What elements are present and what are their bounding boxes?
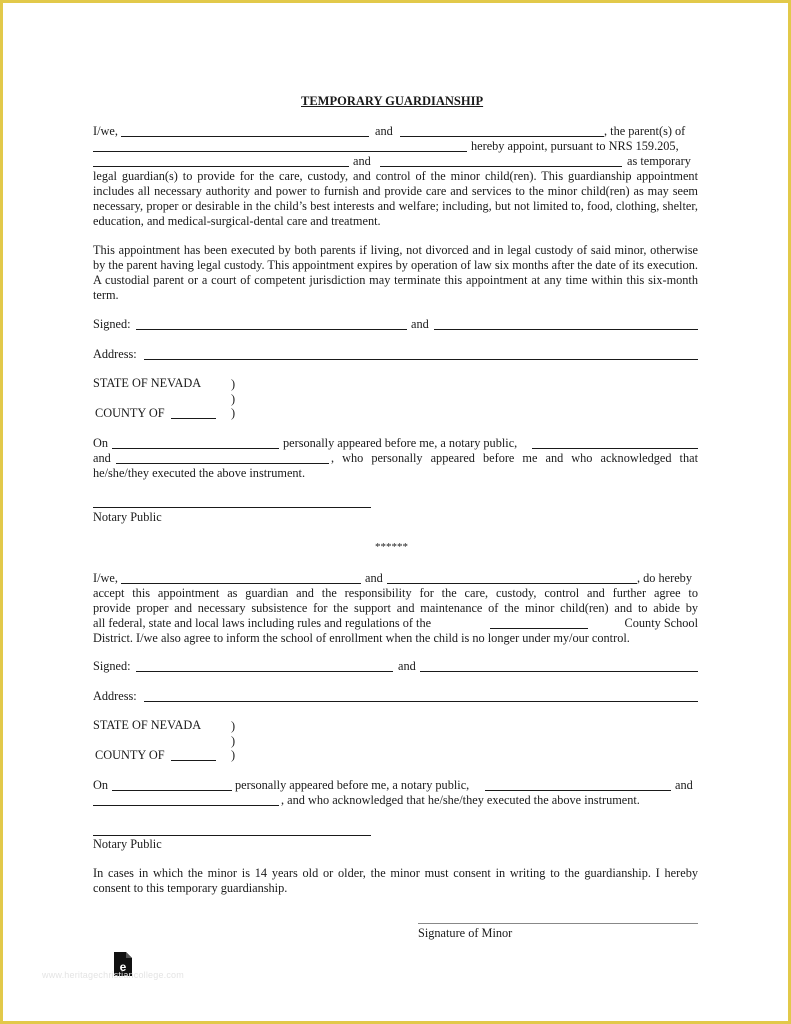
county-school-line[interactable] (490, 628, 588, 629)
notary-person-3-line[interactable] (485, 790, 671, 791)
parent-1-name-line[interactable] (121, 136, 369, 137)
state-label: STATE OF NEVADA (93, 376, 202, 390)
signed-label: Signed: (93, 659, 131, 673)
document-title: TEMPORARY GUARDIANSHIP (301, 94, 484, 108)
notary-date-line[interactable] (112, 790, 232, 791)
as-temporary-label: as temporary (627, 154, 691, 168)
bracket-paren: ) (231, 377, 236, 391)
guardian-1-name-line[interactable] (93, 166, 349, 167)
signature-3-line[interactable] (136, 671, 393, 672)
notary-person-1-line[interactable] (532, 448, 698, 449)
minor-consent-paragraph: In cases in which the minor is 14 years old or older, the minor must consent in writing to the guardianship. I hereby consent to this temporary guardianship. (93, 866, 698, 895)
and-label: and (93, 451, 111, 465)
watermark-text: www.heritagechristiancollege.com (42, 970, 184, 980)
notary-signature-line[interactable] (93, 835, 371, 836)
on-label: On (93, 778, 109, 792)
minor-names-line[interactable] (93, 151, 467, 152)
state-label: STATE OF NEVADA (93, 718, 202, 732)
iwe-label: I/we, (93, 571, 118, 585)
parent-2-name-line[interactable] (400, 136, 604, 137)
address-line[interactable] (144, 359, 698, 360)
section-separator: ****** (375, 541, 408, 553)
svg-text:e: e (119, 960, 127, 974)
and-label: and (411, 317, 429, 331)
signature-1-line[interactable] (136, 329, 407, 330)
acknowledged-text: , and who acknowledged that he/she/they executed the above instrument. (281, 793, 640, 807)
notary-public-label: Notary Public (93, 510, 162, 524)
signature-2-line[interactable] (434, 329, 698, 330)
parents-of-label: , the parent(s) of (604, 124, 686, 138)
appointment-body: legal guardian(s) to provide for the care, custody, and control of the minor child(ren). This guardianship appointment includes all necessary authority and power to furnish and provide care and services to the minor child(ren) as may seem necessary, proper or desirable in the child’s best interests and welfare; including, but not limited to, food, clothing, shelter, education, and medical-surgical-dental care and treatment. (93, 169, 698, 228)
acceptance-line-4: District. I/we also agree to inform the school of enrollment when the child is no longer under my/our control. (93, 631, 630, 645)
county-line[interactable] (171, 760, 216, 761)
do-hereby-label: , do hereby (637, 571, 692, 585)
acceptance-line-1: accept this appointment as guardian and the responsibility for the care, custody, control and further agree to (93, 586, 698, 600)
bracket-paren: ) (231, 719, 236, 733)
notary-signature-line[interactable] (93, 507, 371, 508)
acknowledged-text: , who personally appeared before me and who acknowledged that (331, 451, 698, 465)
accepting-guardian-1-line[interactable] (121, 583, 361, 584)
executed-text: he/she/they executed the above instrument. (93, 466, 306, 480)
bracket-paren: ) (231, 748, 236, 762)
address-label: Address: (93, 347, 137, 361)
bracket-paren: ) (231, 406, 236, 420)
guardian-2-name-line[interactable] (380, 166, 622, 167)
and-label: and (365, 571, 383, 585)
county-school-label: County School (624, 616, 698, 630)
accepting-guardian-2-line[interactable] (387, 583, 637, 584)
personally-appeared-text: personally appeared before me, a notary public, (235, 778, 470, 792)
and-label: and (353, 154, 371, 168)
notary-public-label: Notary Public (93, 837, 162, 851)
signature-4-line[interactable] (420, 671, 698, 672)
on-label: On (93, 436, 109, 450)
county-label: COUNTY OF (95, 748, 165, 762)
acceptance-line-2: provide proper and necessary subsistence for the support and maintenance of the minor child(ren) and to abide by (93, 601, 698, 615)
and-label: and (675, 778, 693, 792)
iwe-label: I/we, (93, 124, 118, 138)
and-label: and (398, 659, 416, 673)
address-label: Address: (93, 689, 137, 703)
bracket-paren: ) (231, 392, 236, 406)
hereby-appoint-label: hereby appoint, pursuant to NRS 159.205, (471, 139, 679, 153)
notary-person-4-line[interactable] (93, 805, 279, 806)
notary-date-line[interactable] (112, 448, 279, 449)
minor-signature-line[interactable] (418, 923, 698, 924)
acceptance-line-3: all federal, state and local laws including rules and regulations of the (93, 616, 432, 630)
address-line[interactable] (144, 701, 698, 702)
county-label: COUNTY OF (95, 406, 165, 420)
bracket-paren: ) (231, 734, 236, 748)
county-line[interactable] (171, 418, 216, 419)
signed-label: Signed: (93, 317, 131, 331)
personally-appeared-text: personally appeared before me, a notary public, (283, 436, 518, 450)
and-label: and (375, 124, 393, 138)
execution-paragraph: This appointment has been executed by both parents if living, not divorced and in legal custody of said minor, otherwise by the parent having legal custody. This appointment expires by operation of law six months after the date of its execution. A custodial parent or a court of competent jurisdiction may terminate this appointment at any time within this six-month term. (93, 243, 698, 302)
notary-person-2-line[interactable] (116, 463, 329, 464)
signature-of-minor-label: Signature of Minor (418, 926, 513, 940)
